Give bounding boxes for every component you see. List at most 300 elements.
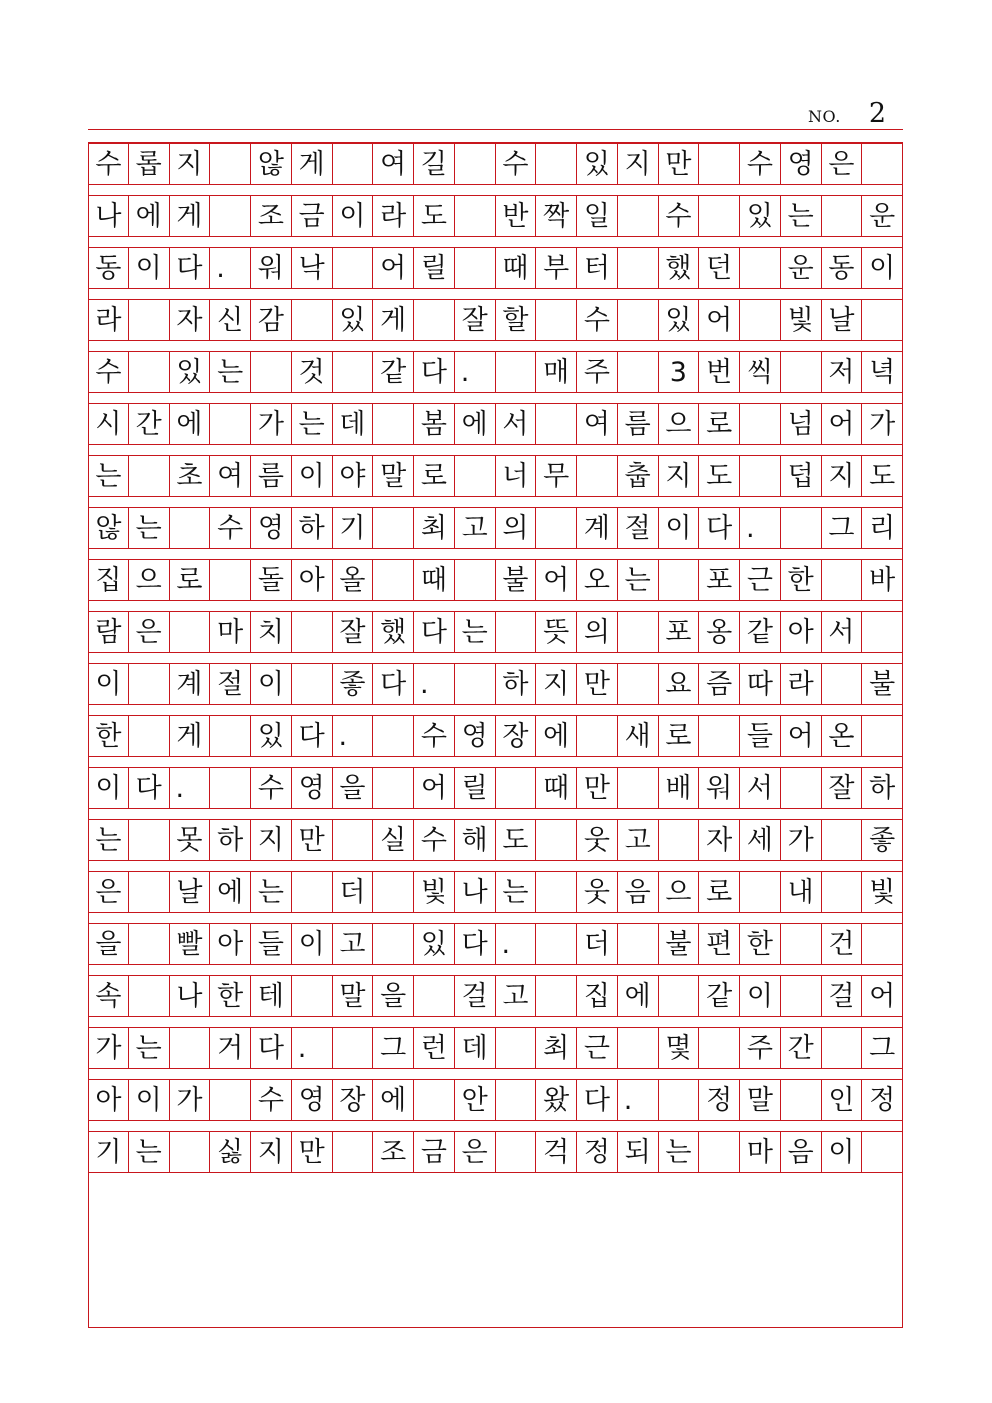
grid-cell xyxy=(496,1132,537,1172)
grid-cell: 주 xyxy=(577,352,618,392)
grid-cell xyxy=(536,300,577,340)
grid-cell: 영 xyxy=(251,508,292,548)
grid-cell: 속 xyxy=(88,976,129,1016)
grid-cell: 다 xyxy=(455,924,496,964)
grid-cell: 는 xyxy=(129,1028,170,1068)
grid-cell: 수 xyxy=(414,820,455,860)
grid-cell: 절 xyxy=(618,508,659,548)
grid-cell: 는 xyxy=(129,508,170,548)
grid-cell xyxy=(455,144,496,184)
grid-cell: 지 xyxy=(170,144,211,184)
grid-cell: 으 xyxy=(659,872,700,912)
grid-cell: 을 xyxy=(373,976,414,1016)
grid-cell xyxy=(373,768,414,808)
grid-cell: 어 xyxy=(781,716,822,756)
grid-cell: 말 xyxy=(333,976,374,1016)
manuscript-row xyxy=(88,507,903,549)
grid-cell: 수 xyxy=(414,716,455,756)
grid-cell xyxy=(455,456,496,496)
grid-cell: 낙 xyxy=(292,248,333,288)
grid-cell: 가 xyxy=(781,820,822,860)
grid-cell: 한 xyxy=(781,560,822,600)
grid-cell: 길 xyxy=(414,144,455,184)
grid-cell: 금 xyxy=(292,196,333,236)
grid-cell xyxy=(129,976,170,1016)
grid-cell: 만 xyxy=(577,664,618,704)
grid-cell: 더 xyxy=(333,872,374,912)
grid-cell: 릴 xyxy=(414,248,455,288)
manuscript-sheet xyxy=(88,142,903,1328)
grid-cell: 어 xyxy=(699,300,740,340)
grid-cell: 는 xyxy=(781,196,822,236)
grid-cell: 의 xyxy=(577,612,618,652)
grid-cell xyxy=(170,1132,211,1172)
grid-cell: 좋 xyxy=(862,820,903,860)
grid-cell xyxy=(210,560,251,600)
grid-cell: 씩 xyxy=(740,352,781,392)
grid-cell: 수 xyxy=(577,300,618,340)
grid-cell: 에 xyxy=(536,716,577,756)
grid-cell xyxy=(659,820,700,860)
grid-cell: 즘 xyxy=(699,664,740,704)
grid-cell: 주 xyxy=(740,1028,781,1068)
grid-cell: 옹 xyxy=(699,612,740,652)
grid-cell: 되 xyxy=(618,1132,659,1172)
grid-cell: 이 xyxy=(292,456,333,496)
grid-cell xyxy=(699,716,740,756)
grid-cell: 빛 xyxy=(781,300,822,340)
grid-cell xyxy=(373,924,414,964)
grid-cell xyxy=(210,196,251,236)
grid-cell: 지 xyxy=(659,456,700,496)
grid-cell: 온 xyxy=(822,716,863,756)
header-rule xyxy=(88,129,903,130)
grid-cell: 나 xyxy=(170,976,211,1016)
grid-cell: 만 xyxy=(577,768,618,808)
grid-cell: 나 xyxy=(88,196,129,236)
grid-cell xyxy=(781,976,822,1016)
grid-cell xyxy=(822,872,863,912)
grid-cell: 같 xyxy=(373,352,414,392)
grid-cell: 안 xyxy=(455,1080,496,1120)
grid-cell xyxy=(373,508,414,548)
manuscript-row xyxy=(88,1079,903,1121)
grid-cell: 지 xyxy=(618,144,659,184)
grid-cell xyxy=(740,248,781,288)
grid-cell: 도 xyxy=(496,820,537,860)
grid-cell: 다 xyxy=(373,664,414,704)
grid-cell: 배 xyxy=(659,768,700,808)
grid-cell: 름 xyxy=(618,404,659,444)
grid-cell: 다 xyxy=(699,508,740,548)
grid-cell: . xyxy=(333,716,374,756)
grid-cell xyxy=(536,508,577,548)
grid-cell: 동 xyxy=(822,248,863,288)
grid-cell: 번 xyxy=(699,352,740,392)
grid-cell: 넘 xyxy=(781,404,822,444)
grid-cell xyxy=(659,560,700,600)
grid-cell: 이 xyxy=(862,248,903,288)
grid-cell: 있 xyxy=(740,196,781,236)
grid-cell: 세 xyxy=(740,820,781,860)
grid-cell: 같 xyxy=(699,976,740,1016)
grid-cell: 계 xyxy=(577,508,618,548)
grid-cell: 계 xyxy=(170,664,211,704)
grid-cell: 잘 xyxy=(822,768,863,808)
grid-cell: 이 xyxy=(251,664,292,704)
grid-cell: 하 xyxy=(210,820,251,860)
grid-cell: 웃 xyxy=(577,872,618,912)
grid-cell xyxy=(455,664,496,704)
grid-cell: 불 xyxy=(862,664,903,704)
grid-cell xyxy=(210,1080,251,1120)
grid-cell: 녁 xyxy=(862,352,903,392)
manuscript-row xyxy=(88,195,903,237)
grid-cell: 고 xyxy=(496,976,537,1016)
grid-cell: 는 xyxy=(292,404,333,444)
manuscript-row xyxy=(88,247,903,289)
grid-cell: 있 xyxy=(170,352,211,392)
grid-cell: 다 xyxy=(577,1080,618,1120)
grid-cell: 을 xyxy=(333,768,374,808)
grid-cell xyxy=(129,300,170,340)
grid-cell xyxy=(129,872,170,912)
grid-cell xyxy=(536,976,577,1016)
grid-cell: 걸 xyxy=(455,976,496,1016)
grid-cell xyxy=(414,976,455,1016)
grid-cell xyxy=(496,612,537,652)
grid-cell: 지 xyxy=(536,664,577,704)
grid-cell: 리 xyxy=(862,508,903,548)
grid-cell: 어 xyxy=(536,560,577,600)
grid-cell xyxy=(170,508,211,548)
grid-cell xyxy=(577,716,618,756)
grid-cell: 반 xyxy=(496,196,537,236)
grid-cell xyxy=(740,872,781,912)
grid-cell: 고 xyxy=(333,924,374,964)
grid-cell: 다 xyxy=(414,352,455,392)
grid-cell: 마 xyxy=(210,612,251,652)
manuscript-row xyxy=(88,559,903,601)
grid-cell: 있 xyxy=(414,924,455,964)
grid-cell: 하 xyxy=(496,664,537,704)
grid-cell: 짝 xyxy=(536,196,577,236)
grid-cell: 거 xyxy=(210,1028,251,1068)
grid-cell xyxy=(292,612,333,652)
grid-cell: 기 xyxy=(88,1132,129,1172)
grid-cell xyxy=(781,508,822,548)
grid-cell: 오 xyxy=(577,560,618,600)
manuscript-row xyxy=(88,975,903,1017)
grid-cell xyxy=(781,924,822,964)
grid-cell: 돌 xyxy=(251,560,292,600)
manuscript-row xyxy=(88,819,903,861)
grid-cell: 집 xyxy=(577,976,618,1016)
grid-cell xyxy=(577,456,618,496)
grid-cell: 는 xyxy=(88,820,129,860)
grid-cell xyxy=(822,664,863,704)
grid-cell: 로 xyxy=(699,404,740,444)
grid-cell: 게 xyxy=(292,144,333,184)
grid-cell: 걱 xyxy=(536,1132,577,1172)
grid-cell: 인 xyxy=(822,1080,863,1120)
grid-cell: 3 xyxy=(659,352,700,392)
grid-cell xyxy=(373,404,414,444)
grid-cell: 그 xyxy=(862,1028,903,1068)
grid-cell xyxy=(618,768,659,808)
grid-cell: 라 xyxy=(88,300,129,340)
grid-cell: 도 xyxy=(862,456,903,496)
grid-cell: 정 xyxy=(699,1080,740,1120)
grid-cell xyxy=(536,404,577,444)
grid-cell: 는 xyxy=(618,560,659,600)
grid-cell: 빛 xyxy=(414,872,455,912)
grid-cell: 가 xyxy=(251,404,292,444)
grid-cell xyxy=(129,924,170,964)
grid-cell: 수 xyxy=(251,1080,292,1120)
grid-cell xyxy=(699,196,740,236)
grid-cell: 영 xyxy=(292,1080,333,1120)
grid-cell: 몇 xyxy=(659,1028,700,1068)
grid-cell xyxy=(862,1132,903,1172)
grid-cell: . xyxy=(618,1080,659,1120)
grid-cell xyxy=(251,352,292,392)
grid-cell: 포 xyxy=(699,560,740,600)
grid-cell: 영 xyxy=(292,768,333,808)
grid-cell: . xyxy=(170,768,211,808)
grid-cell: 은 xyxy=(455,1132,496,1172)
grid-cell: 않 xyxy=(251,144,292,184)
grid-cell xyxy=(455,248,496,288)
grid-cell: 마 xyxy=(740,1132,781,1172)
manuscript-row xyxy=(88,351,903,393)
grid-cell: 건 xyxy=(822,924,863,964)
grid-cell: 한 xyxy=(740,924,781,964)
grid-cell: 자 xyxy=(170,300,211,340)
grid-cell: 조 xyxy=(251,196,292,236)
grid-cell: 저 xyxy=(822,352,863,392)
grid-cell: 도 xyxy=(414,196,455,236)
grid-cell: 고 xyxy=(618,820,659,860)
grid-cell xyxy=(822,196,863,236)
manuscript-row xyxy=(88,455,903,497)
grid-cell: 뜻 xyxy=(536,612,577,652)
grid-cell: 있 xyxy=(251,716,292,756)
grid-cell: 는 xyxy=(455,612,496,652)
grid-cell: 음 xyxy=(781,1132,822,1172)
grid-cell: 는 xyxy=(210,352,251,392)
grid-cell: 것 xyxy=(292,352,333,392)
manuscript-row xyxy=(88,923,903,965)
grid-cell: 다 xyxy=(251,1028,292,1068)
grid-cell: 이 xyxy=(129,248,170,288)
grid-cell: 무 xyxy=(536,456,577,496)
grid-cell: 잘 xyxy=(455,300,496,340)
grid-cell: 는 xyxy=(496,872,537,912)
grid-cell: 있 xyxy=(333,300,374,340)
grid-cell: 장 xyxy=(333,1080,374,1120)
grid-cell: 에 xyxy=(170,404,211,444)
grid-cell: 새 xyxy=(618,716,659,756)
grid-cell xyxy=(129,820,170,860)
grid-cell: 해 xyxy=(455,820,496,860)
grid-cell: 롭 xyxy=(129,144,170,184)
grid-cell: 날 xyxy=(170,872,211,912)
grid-cell: 서 xyxy=(822,612,863,652)
grid-cell: 초 xyxy=(170,456,211,496)
grid-cell: 포 xyxy=(659,612,700,652)
grid-cell: 그 xyxy=(373,1028,414,1068)
grid-cell: 지 xyxy=(822,456,863,496)
grid-cell: 는 xyxy=(659,1132,700,1172)
grid-cell: 다 xyxy=(170,248,211,288)
grid-cell: 들 xyxy=(251,924,292,964)
grid-cell: 불 xyxy=(496,560,537,600)
manuscript-row xyxy=(88,715,903,757)
grid-cell: 다 xyxy=(292,716,333,756)
grid-cell: 신 xyxy=(210,300,251,340)
page-number: 2 xyxy=(868,98,886,129)
grid-cell: 어 xyxy=(862,976,903,1016)
grid-cell xyxy=(822,560,863,600)
grid-cell: 으 xyxy=(129,560,170,600)
grid-cell xyxy=(210,716,251,756)
grid-cell: 는 xyxy=(88,456,129,496)
grid-cell: 워 xyxy=(699,768,740,808)
page-number-label xyxy=(808,98,886,129)
grid-cell: 어 xyxy=(414,768,455,808)
grid-cell: 시 xyxy=(88,404,129,444)
grid-cell xyxy=(496,768,537,808)
grid-cell: 서 xyxy=(740,768,781,808)
grid-cell: 왔 xyxy=(536,1080,577,1120)
grid-cell: 감 xyxy=(251,300,292,340)
grid-cell: 들 xyxy=(740,716,781,756)
grid-cell: 수 xyxy=(740,144,781,184)
grid-cell: 에 xyxy=(373,1080,414,1120)
grid-cell: 때 xyxy=(414,560,455,600)
grid-cell: 데 xyxy=(455,1028,496,1068)
grid-cell: 는 xyxy=(251,872,292,912)
grid-cell: 에 xyxy=(210,872,251,912)
grid-cell: 으 xyxy=(659,404,700,444)
grid-cell: 이 xyxy=(659,508,700,548)
grid-cell xyxy=(496,352,537,392)
grid-cell: 매 xyxy=(536,352,577,392)
manuscript-row xyxy=(88,1027,903,1069)
grid-cell xyxy=(618,612,659,652)
grid-cell xyxy=(822,820,863,860)
manuscript-row xyxy=(88,663,903,705)
grid-cell: 고 xyxy=(455,508,496,548)
grid-cell: 최 xyxy=(536,1028,577,1068)
grid-cell xyxy=(210,144,251,184)
grid-cell: 빨 xyxy=(170,924,211,964)
grid-cell: 워 xyxy=(251,248,292,288)
grid-cell xyxy=(129,664,170,704)
grid-cell: 게 xyxy=(170,716,211,756)
grid-cell: 이 xyxy=(129,1080,170,1120)
grid-cell: 조 xyxy=(373,1132,414,1172)
grid-cell: 집 xyxy=(88,560,129,600)
grid-cell xyxy=(740,404,781,444)
grid-cell: 춥 xyxy=(618,456,659,496)
grid-cell: . xyxy=(455,352,496,392)
grid-cell xyxy=(536,820,577,860)
grid-cell xyxy=(373,716,414,756)
grid-cell xyxy=(822,1028,863,1068)
grid-cell: 다 xyxy=(129,768,170,808)
grid-cell: 빛 xyxy=(862,872,903,912)
grid-cell: 간 xyxy=(129,404,170,444)
grid-cell: 나 xyxy=(455,872,496,912)
grid-cell xyxy=(781,352,822,392)
grid-cell: 영 xyxy=(781,144,822,184)
grid-cell: 너 xyxy=(496,456,537,496)
grid-cell xyxy=(618,248,659,288)
grid-cell: 는 xyxy=(129,1132,170,1172)
grid-cell: 가 xyxy=(88,1028,129,1068)
grid-cell: 한 xyxy=(210,976,251,1016)
grid-cell: 여 xyxy=(373,144,414,184)
grid-cell: 할 xyxy=(496,300,537,340)
grid-cell xyxy=(455,560,496,600)
grid-cell xyxy=(129,716,170,756)
grid-cell: 간 xyxy=(781,1028,822,1068)
grid-cell: 불 xyxy=(659,924,700,964)
grid-cell: . xyxy=(414,664,455,704)
grid-cell xyxy=(170,612,211,652)
grid-cell xyxy=(292,976,333,1016)
grid-cell: . xyxy=(740,508,781,548)
grid-cell xyxy=(210,768,251,808)
grid-cell xyxy=(781,1080,822,1120)
grid-cell: 로 xyxy=(414,456,455,496)
grid-cell: 자 xyxy=(699,820,740,860)
grid-cell: 근 xyxy=(577,1028,618,1068)
grid-cell: 더 xyxy=(577,924,618,964)
grid-cell xyxy=(699,1132,740,1172)
manuscript-row xyxy=(88,611,903,653)
grid-cell: 라 xyxy=(373,196,414,236)
grid-cell xyxy=(862,612,903,652)
grid-cell: 부 xyxy=(536,248,577,288)
grid-cell: 이 xyxy=(822,1132,863,1172)
grid-cell xyxy=(333,248,374,288)
grid-cell: 수 xyxy=(88,144,129,184)
grid-cell: 같 xyxy=(740,612,781,652)
grid-cell: 음 xyxy=(618,872,659,912)
grid-cell xyxy=(740,300,781,340)
grid-cell: 정 xyxy=(862,1080,903,1120)
grid-cell: 편 xyxy=(699,924,740,964)
grid-cell: 데 xyxy=(333,404,374,444)
grid-cell: 던 xyxy=(699,248,740,288)
grid-cell: 테 xyxy=(251,976,292,1016)
grid-cell: 에 xyxy=(618,976,659,1016)
grid-cell: 서 xyxy=(496,404,537,444)
grid-cell xyxy=(373,872,414,912)
grid-cell: 실 xyxy=(373,820,414,860)
grid-cell xyxy=(862,924,903,964)
grid-cell xyxy=(536,872,577,912)
grid-cell: 은 xyxy=(88,872,129,912)
grid-cell: 지 xyxy=(251,820,292,860)
grid-cell: 어 xyxy=(822,404,863,444)
grid-cell: 름 xyxy=(251,456,292,496)
grid-cell: 날 xyxy=(822,300,863,340)
grid-cell: 운 xyxy=(862,196,903,236)
